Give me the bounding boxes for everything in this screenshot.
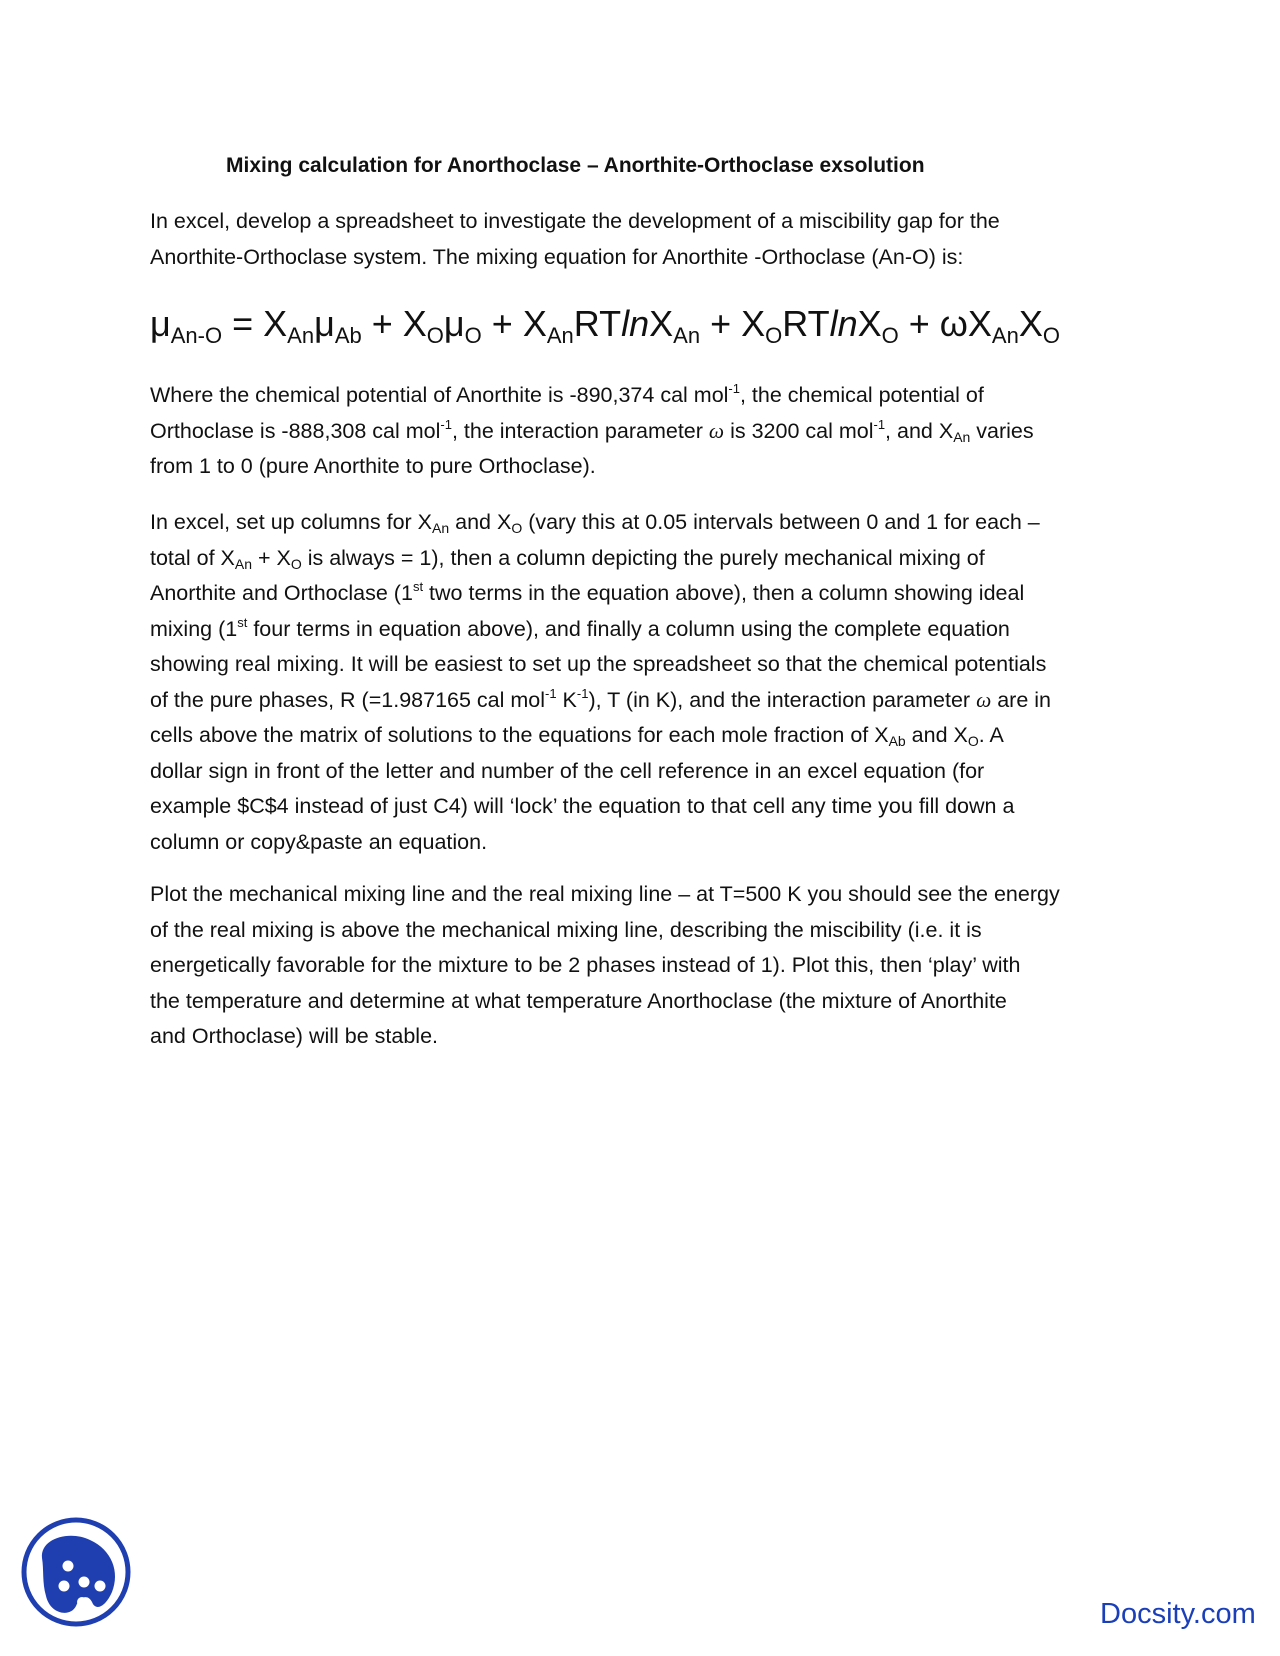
eq-mu: μ (443, 303, 465, 344)
subscript: An (234, 555, 252, 572)
eq-sub: An (287, 323, 315, 348)
eq-text: X (649, 303, 674, 344)
subscript: O (967, 733, 979, 749)
plot-line-5: and Orthoclase) will be stable. (150, 1024, 439, 1048)
eq-sub: O (426, 323, 444, 348)
parameters-line-2 (150, 414, 1130, 450)
superscript: -1 (728, 381, 740, 396)
text-run: + X (251, 545, 291, 570)
eq-mu: μ (314, 303, 335, 344)
mixing-equation (150, 300, 1060, 348)
docsity-logo-icon[interactable] (20, 1516, 132, 1628)
subscript: Ab (888, 733, 906, 749)
eq-text: RT (573, 303, 622, 344)
eq-text: X (1018, 303, 1043, 344)
text-run: are in (991, 687, 1052, 712)
superscript: st (237, 614, 248, 630)
eq-sub: An-O (170, 323, 223, 348)
superscript: -1 (545, 685, 557, 701)
text-run: Anorthite and Orthoclase (1 (150, 581, 413, 605)
intro-paragraph (150, 204, 1130, 275)
omega-symbol: ω (976, 687, 992, 712)
text-run: total of X (150, 545, 235, 570)
instructions-line-4 (150, 612, 1130, 648)
logo-dot (95, 1581, 106, 1592)
plot-line-3: energetically favorable for the mixture to be 2 phases instead of 1). Plot this, then ‘play’ with (150, 953, 1021, 977)
text-run: ), T (in K), and the interaction parameter (588, 687, 977, 712)
superscript: -1 (440, 416, 452, 432)
text-run: and X (905, 723, 968, 747)
text-run: , the chemical potential of (739, 383, 984, 407)
text-run: Where the chemical potential of Anorthite is -890,374 cal mol (150, 383, 729, 407)
docsity-brand-link[interactable]: Docsity.com (1100, 1598, 1256, 1630)
text-run: mixing (1 (150, 616, 238, 641)
text-run: Orthoclase is -888,308 cal mol (150, 418, 441, 443)
superscript: -1 (576, 685, 589, 701)
plot-line-4: the temperature and determine at what temperature Anorthoclase (the mixture of Anorthite (150, 988, 1007, 1013)
eq-sub: O (765, 323, 783, 348)
subscript: O (511, 520, 523, 536)
eq-sub: An (546, 323, 574, 348)
eq-sub: O (464, 323, 482, 348)
instructions-line-7 (150, 718, 1130, 754)
eq-text: + ωX (898, 303, 992, 344)
text-run: K (556, 687, 577, 712)
text-run: (vary this at 0.05 intervals between 0 and 1 for each – (522, 510, 1040, 534)
eq-ln: ln (621, 303, 650, 344)
instructions-line-6 (150, 683, 1130, 719)
text-run: , the interaction parameter (451, 418, 709, 443)
text-run: cells above the matrix of solutions to the equations for each mole fraction of X (150, 723, 889, 747)
eq-text: + X (481, 303, 547, 344)
eq-ln: ln (829, 303, 858, 344)
parameters-line-3: from 1 to 0 (pure Anorthite to pure Orthoclase). (150, 454, 596, 478)
text-run: . A (978, 723, 1004, 747)
eq-text: = X (222, 303, 288, 344)
subscript: An (953, 428, 971, 445)
instructions-line-9: example $C$4 instead of just C4) will ‘lock’ the equation to that cell any time you fill down a (150, 794, 1015, 818)
eq-text: X (857, 303, 882, 344)
logo-dot (63, 1561, 74, 1572)
instructions-line-5: showing real mixing. It will be easiest to set up the spreadsheet so that the chemical potentials (150, 652, 1047, 676)
superscript: -1 (873, 416, 886, 432)
eq-sub: O (881, 323, 899, 348)
eq-text: RT (782, 303, 830, 344)
subscript: An (432, 520, 450, 536)
intro-line-1: In excel, develop a spreadsheet to investigate the development of a miscibility gap for the (150, 209, 1000, 233)
eq-sub: An (673, 323, 701, 348)
eq-sub: O (1042, 323, 1060, 348)
text-run: four terms in equation above), and finally a column using the complete equation (247, 616, 1010, 641)
plot-line-1: Plot the mechanical mixing line and the real mixing line – at T=500 K you should see the energy (150, 882, 1060, 906)
subscript: O (290, 555, 302, 572)
text-run: is 3200 cal mol (724, 418, 874, 443)
eq-mu: μ (150, 303, 171, 344)
eq-text: + X (700, 303, 766, 344)
text-run: two terms in the equation above), then a column showing ideal (423, 581, 1025, 605)
document-title: Mixing calculation for Anorthoclase – Anorthite-Orthoclase exsolution (226, 154, 925, 177)
instructions-line-8: dollar sign in front of the letter and number of the cell reference in an excel equation (for (150, 758, 985, 783)
plot-paragraph (150, 877, 1130, 1055)
instructions-line-10: column or copy&paste an equation. (150, 829, 488, 854)
plot-line-2: of the real mixing is above the mechanical mixing line, describing the miscibility (i.e. it is (150, 917, 982, 942)
instructions-line-2 (150, 541, 1130, 577)
intro-line-2: Anorthite-Orthoclase system. The mixing equation for Anorthite -Orthoclase (An-O) is: (150, 244, 964, 269)
text-run: , and X (885, 418, 954, 443)
text-run: In excel, set up columns for X (150, 510, 433, 534)
instructions-paragraph (150, 505, 1130, 860)
text-run: is always = 1), then a column depicting the purely mechanical mixing of (301, 545, 985, 570)
parameters-line-1 (150, 378, 1130, 414)
omega-symbol: ω (708, 418, 725, 443)
superscript: st (412, 579, 424, 594)
logo-dot (77, 1597, 87, 1607)
eq-sub: Ab (334, 323, 362, 348)
text-run: of the pure phases, R (=1.987165 cal mol (150, 687, 546, 712)
parameters-paragraph (150, 378, 1130, 485)
instructions-line-1 (150, 505, 1130, 541)
logo-dot (79, 1577, 90, 1588)
logo-dot (59, 1581, 70, 1592)
eq-sub: An (991, 323, 1019, 348)
eq-text: + X (361, 303, 427, 344)
instructions-line-3 (150, 576, 1130, 612)
text-run: varies (970, 418, 1034, 443)
text-run: and X (449, 510, 512, 534)
